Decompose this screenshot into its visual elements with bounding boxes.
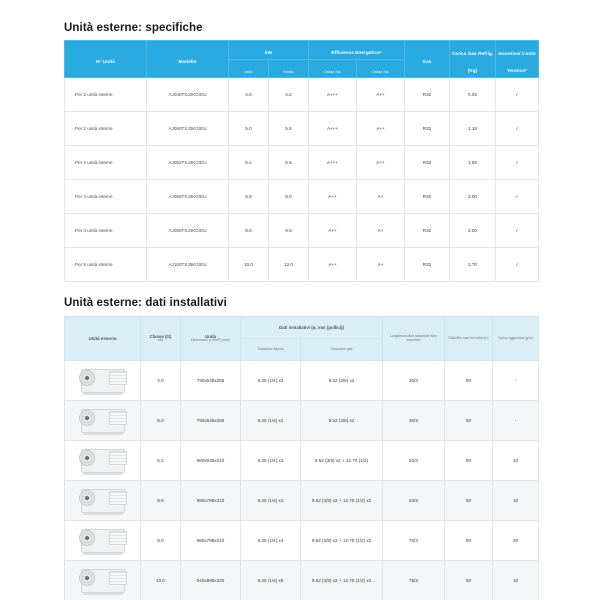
table-row [65,78,539,112]
cell-gas: R32 [405,214,450,248]
th-efficienza: Efficienza Energetica* [309,41,405,60]
cell-classe: 4.0 [141,361,181,401]
cell-dislivello: 50 [445,521,493,561]
cell-eff-freddo: A++ [357,78,405,112]
outdoor-unit-icon [75,486,131,516]
cell-kw-caldo: 4.0 [229,78,269,112]
th-gas: Gas [405,41,450,78]
cell-kw-freddo: 12.0 [269,248,309,282]
table-row [65,112,539,146]
outdoor-unit-icon [75,446,131,476]
cell-dimensioni: 790x548x285 [181,361,241,401]
cell-kw-caldo: 6.8 [229,180,269,214]
cell-carica: 2.00 [450,180,496,214]
th2-tubazione-gas: Tubazione gas [301,339,383,361]
th-eff-caldo: Classe Sta. [309,59,357,78]
cell-kw-freddo: 9.5 [269,214,309,248]
th2-lunghezza-max: Lunghezza Max tubazione tubo superiore [383,317,445,361]
table-row [65,521,539,561]
cell-kw-caldo: 8.0 [229,214,269,248]
th-eff-freddo: Classe Sta. [357,59,405,78]
cell-dimensioni: 880x639x310 [181,441,241,481]
cell-dimensioni: 880x798x310 [181,481,241,521]
cell-carica-agg: 10 [493,481,539,521]
cell-gas: 9.52 (3/8) x2 [301,361,383,401]
cell-lunghezza: 75/3 [383,561,445,600]
cell-lunghezza: 50/3 [383,481,445,521]
th-kw-freddo: freddo [269,59,309,78]
cell-kw-freddo: 6.5 [269,146,309,180]
cell-gas: 9.52 (3/8) x2 + 12.70 (1/2) [301,441,383,481]
cell-gas: 9.52 (3/8) x2 + 12.70 (1/2) x3 [301,561,383,600]
th-kw-caldo: caldo [229,59,269,78]
cell-liquido: 6.35 (1/4) x4 [241,521,301,561]
cell-unit-image [65,521,141,561]
cell-gas: R32 [405,180,450,214]
cell-carica: 2.00 [450,214,496,248]
cell-classe: 5.2 [141,441,181,481]
cell-eff-caldo: A++ [309,180,357,214]
cell-incentivo: ✓ [496,180,539,214]
cell-unita: Per 3 unità interne [65,146,147,180]
cell-dislivello: 50 [445,361,493,401]
cell-unit-image [65,441,141,481]
cell-eff-caldo: A+++ [309,146,357,180]
cell-lunghezza: 50/3 [383,441,445,481]
cell-carica: 2.70 [450,248,496,282]
th2-dislivello-max: Dislivello max fra unità (m) [445,317,493,361]
cell-carica: 1.55 [450,146,496,180]
table-row [65,561,539,600]
th-incentivo: Incentivo/ Conto Termico* [496,41,539,78]
th2-dati-installativi-group: Dati installativi (ø, mm (pollici)) [241,317,383,339]
table-row [65,401,539,441]
th2-carica-aggiuntiva: Carica aggiuntiva (g/m) [493,317,539,361]
table-row [65,248,539,282]
cell-modello: AJ040TXJ2KG/EU [147,78,229,112]
cell-lunghezza: 70/3 [383,521,445,561]
cell-carica-agg: 10 [493,441,539,481]
th2-classe: Classe (G) kW [141,317,181,361]
cell-dislivello: 50 [445,481,493,521]
cell-eff-freddo: A+ [357,214,405,248]
section-title-specifiche: Unità esterne: specifiche [64,22,203,34]
cell-kw-caldo: 10.0 [229,248,269,282]
cell-classe: 10.0 [141,561,181,600]
th-kw: kW [229,41,309,60]
cell-lunghezza: 30/3 [383,361,445,401]
outdoor-unit-icon [75,566,131,596]
cell-gas: 9.52 (3/8) x2 [301,401,383,441]
cell-modello: AJ052TXJ3KG/EU [147,146,229,180]
table-row [65,180,539,214]
cell-liquido: 6.35 (1/4) x3 [241,481,301,521]
cell-liquido: 6.35 (1/4) x2 [241,361,301,401]
th2-tubazione-liquido: Tubazione liquido [241,339,301,361]
cell-gas: 9.52 (3/8) x2 + 12.70 (1/2) x2 [301,521,383,561]
cell-carica: 1.18 [450,112,496,146]
cell-lunghezza: 30/3 [383,401,445,441]
th-carica-gas: Carica Gas Refrig. (Kg) [450,41,496,78]
cell-classe: 8.0 [141,521,181,561]
cell-kw-caldo: 5.2 [229,146,269,180]
cell-kw-caldo: 5.0 [229,112,269,146]
cell-gas: R32 [405,78,450,112]
cell-gas: R32 [405,112,450,146]
cell-liquido: 6.35 (1/4) x2 [241,401,301,441]
cell-carica: 0.93 [450,78,496,112]
cell-modello: AJ100TXJ5KG/EU [147,248,229,282]
cell-gas: R32 [405,248,450,282]
cell-unit-image [65,361,141,401]
cell-unita: Per 2 unità interne [65,78,147,112]
table-row [65,481,539,521]
cell-incentivo: ✓ [496,248,539,282]
cell-classe: 6.8 [141,481,181,521]
cell-eff-caldo: A++ [309,214,357,248]
cell-unita: Per 4 unità interne [65,214,147,248]
cell-unita: Per 2 unità interne [65,112,147,146]
cell-gas: 9.52 (3/8) x2 + 12.70 (1/2) x2 [301,481,383,521]
cell-modello: AJ080TXJ4KG/EU [147,214,229,248]
cell-unita: Per 5 unità interne [65,248,147,282]
cell-dimensioni: 940x998x330 [181,561,241,600]
table-unita-esterne-dati-installativi [64,316,539,600]
outdoor-unit-icon [75,406,131,436]
cell-kw-freddo: 5.6 [269,112,309,146]
table-row [65,146,539,180]
table-row [65,214,539,248]
cell-modello: AJ050TXJ2KG/EU [147,112,229,146]
cell-dislivello: 50 [445,401,493,441]
cell-dislivello: 50 [445,561,493,600]
cell-kw-freddo: 8.0 [269,180,309,214]
cell-carica-agg: - [493,361,539,401]
cell-eff-freddo: A+ [357,180,405,214]
th2-unita-dimensioni: Unità Dimensioni (LxHxP) (mm) [181,317,241,361]
cell-eff-freddo: A++ [357,112,405,146]
cell-kw-freddo: 4.2 [269,78,309,112]
cell-incentivo: ✓ [496,214,539,248]
outdoor-unit-icon [75,366,131,396]
cell-carica-agg: - [493,401,539,441]
outdoor-unit-icon [75,526,131,556]
table-row [65,361,539,401]
cell-gas: R32 [405,146,450,180]
cell-incentivo: ✓ [496,78,539,112]
cell-carica-agg: 20 [493,521,539,561]
cell-incentivo: ✓ [496,112,539,146]
cell-eff-caldo: A+++ [309,112,357,146]
cell-liquido: 6.35 (1/4) x5 [241,561,301,600]
th-numero-unita: N° Unità [65,41,147,78]
cell-dimensioni: 880x798x310 [181,521,241,561]
cell-dimensioni: 790x548x285 [181,401,241,441]
table-unita-esterne-specifiche [64,40,539,282]
cell-modello: AJ068TXJ3KG/EU [147,180,229,214]
table-row [65,441,539,481]
cell-incentivo: ✓ [496,146,539,180]
section-title-dati-installativi: Unità esterne: dati installativi [64,297,227,309]
cell-unit-image [65,401,141,441]
cell-unit-image [65,481,141,521]
cell-liquido: 6.35 (1/4) x3 [241,441,301,481]
cell-eff-caldo: A++ [309,248,357,282]
cell-dislivello: 50 [445,441,493,481]
cell-eff-caldo: A+++ [309,78,357,112]
th2-unita-esterna: Unità esterna [65,317,141,361]
cell-carica-agg: 10 [493,561,539,600]
cell-unita: Per 3 unità interne [65,180,147,214]
th-modello: Modello [147,41,229,78]
cell-eff-freddo: A+ [357,248,405,282]
cell-unit-image [65,561,141,600]
cell-eff-freddo: A++ [357,146,405,180]
cell-classe: 5.0 [141,401,181,441]
